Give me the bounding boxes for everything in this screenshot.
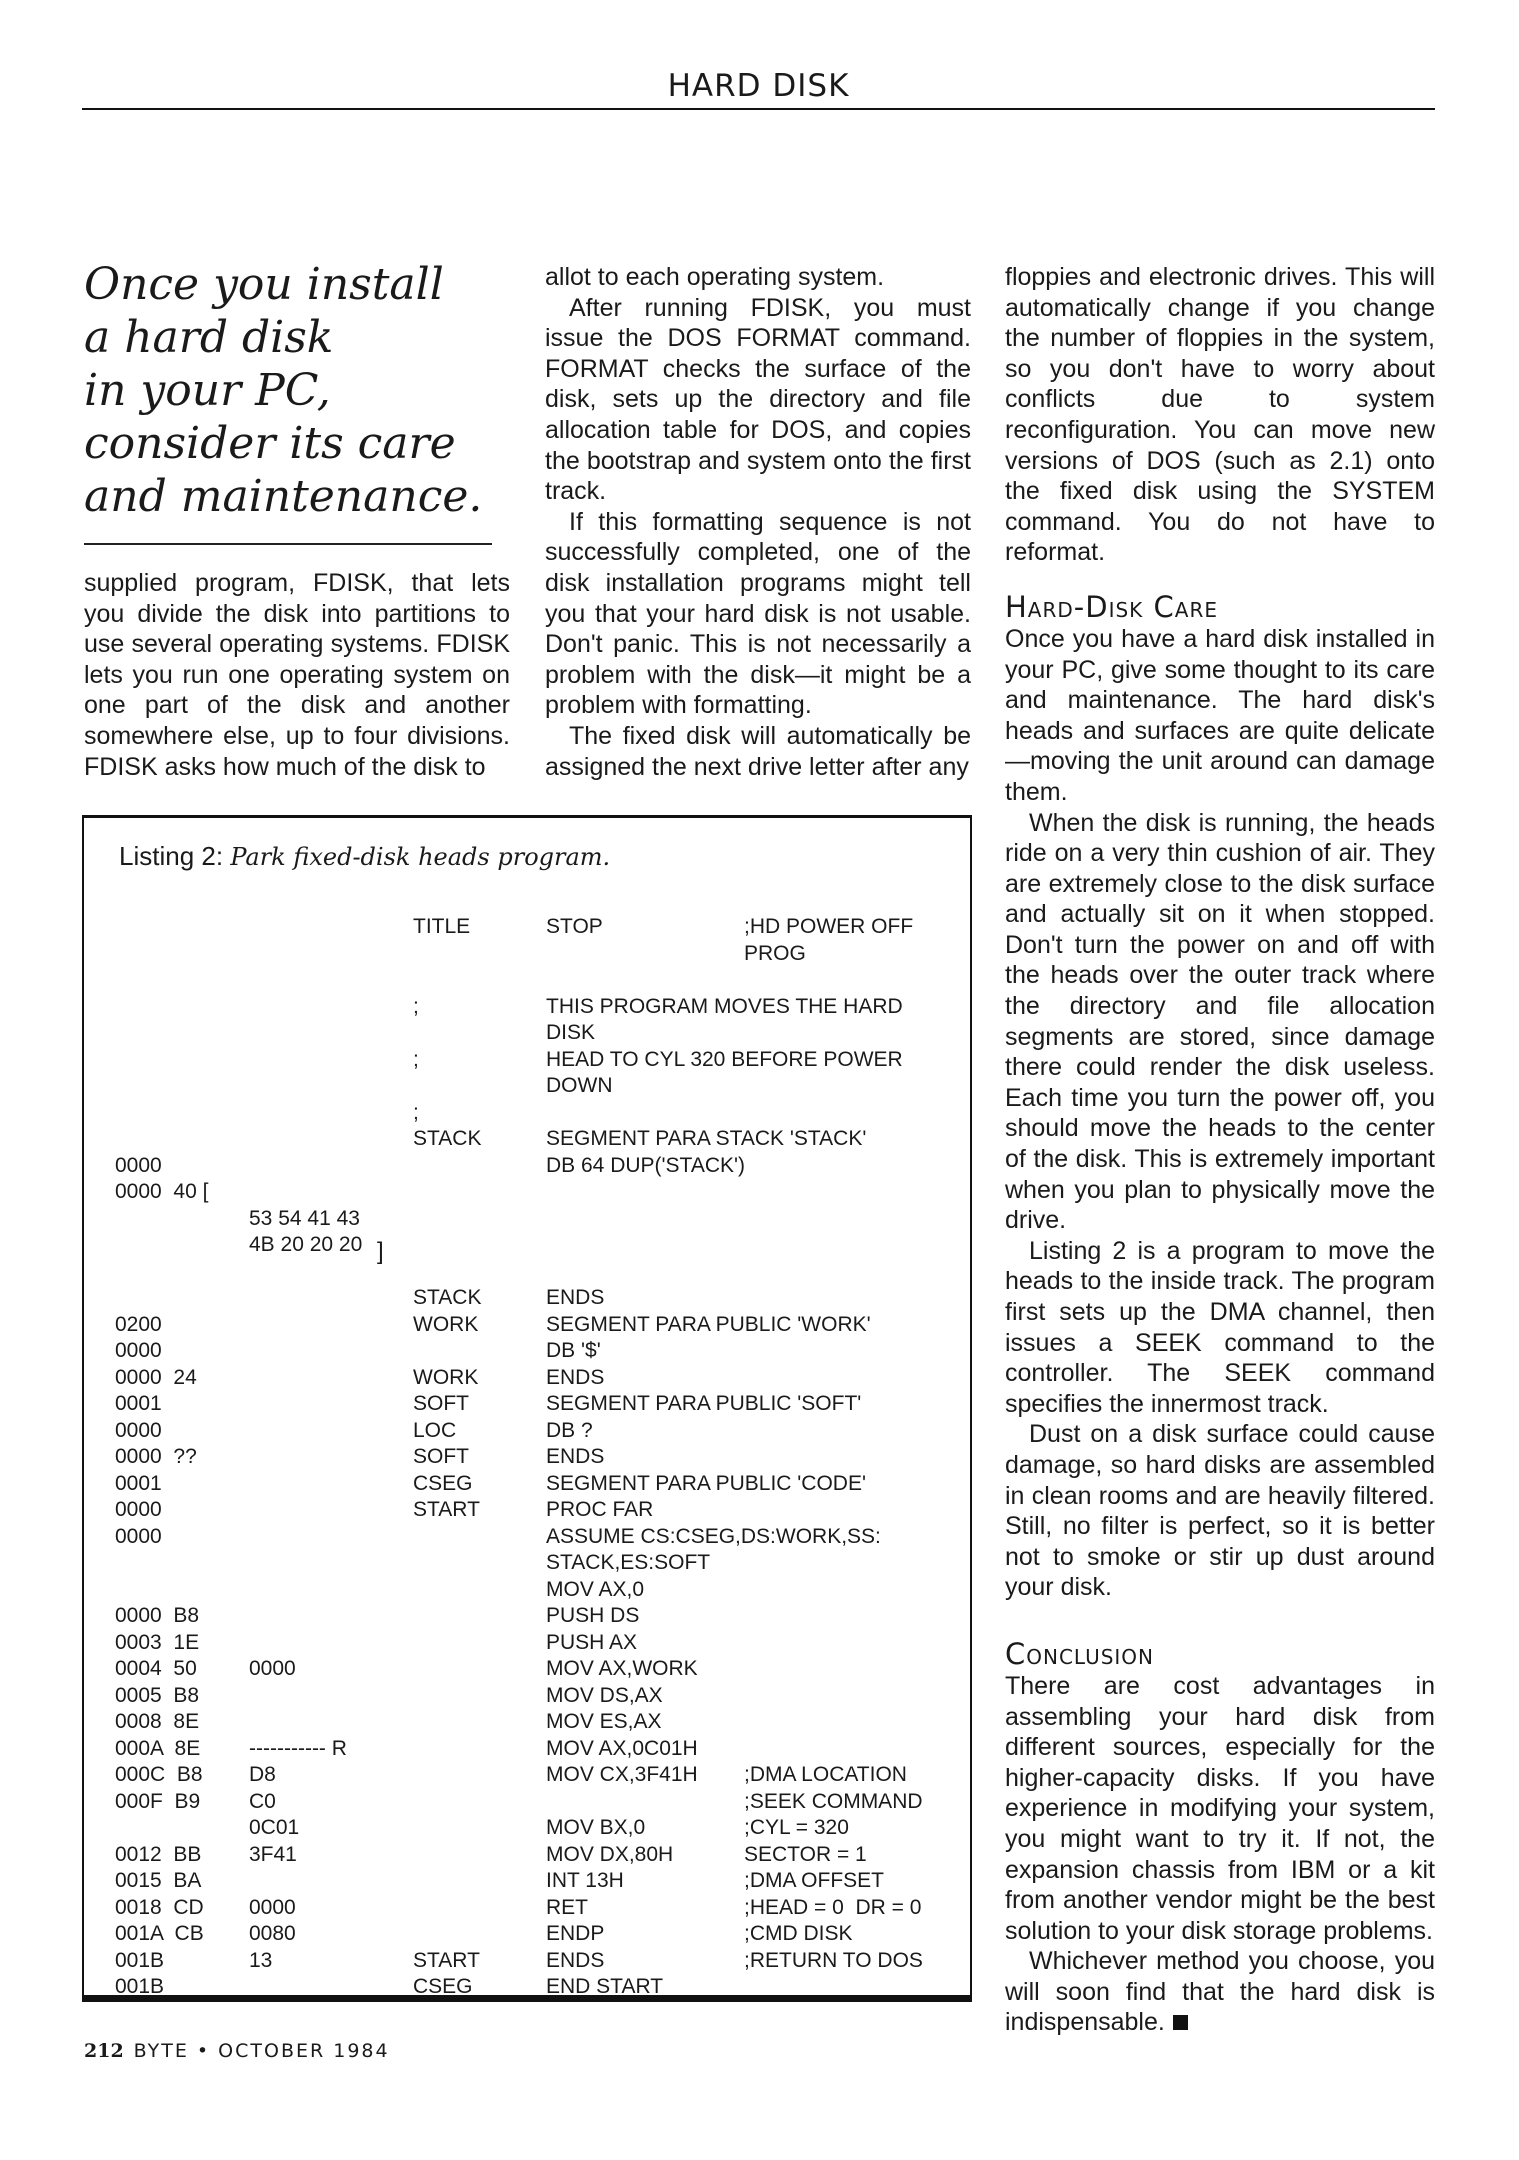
body-paragraph: [1005, 1946, 1435, 2038]
pull-quote-rule: [84, 543, 492, 545]
section-heading-conclusion: Conclusion: [1005, 1636, 1154, 1671]
column-3: [1005, 262, 1435, 2038]
listing-instructions-column: STOP THIS PROGRAM MOVES THE HARD DISK HEAD TO CYL 320 BEFORE POWER DOWN SEGMENT PARA STACK 'STACK' DB 64 DUP('STACK') ENDS SEGMENT PARA PUBLIC 'WORK' DB '$' ENDS SEGMENT PARA PUBLIC 'SOFT' DB ? ENDS SEGMENT PARA PUBLIC 'CODE' PROC FAR ASSUME CS:CSEG,DS:WORK,SS: STACK,ES:SOFT MOV AX,0 PUSH DS PUSH AX MOV AX,WORK MOV DS,AX MOV ES,AX MOV AX,0C01H MOV CX,3F41H MOV BX,0 MOV DX,80H INT 13H RET ENDP ENDS END START: [546, 915, 903, 1998]
section-heading-hard-disk-care: Hard-Disk Care: [1005, 589, 1218, 624]
running-header: HARD DISK: [667, 68, 850, 104]
body-paragraph: Dust on a disk surface could cause damage, so hard disks are assembled in clean rooms and are heavily filtered. Still, no filter is perfect, so it is better not to smoke or stir up dust around your disk.: [1005, 1420, 1435, 1602]
body-paragraph: If this formatting sequence is not successfully completed, one of the disk installation programs might tell you that your hard disk is not usable. Don't panic. This is not necessarily a problem with the disk—it might be a problem with formatting.: [545, 507, 971, 720]
body-paragraph: After running FDISK, you must issue the DOS FORMAT command. FORMAT checks the surface of the disk, sets up the directory and file allocation table for DOS, and copies the bootstrap and system onto the first track.: [545, 293, 971, 506]
body-paragraph: allot to each operating system.: [545, 263, 885, 291]
body-paragraph: Listing 2 is a program to move the heads to the inside track. The program first sets up the DMA channel, then issues a SEEK command to the controller. The SEEK command specifies the innermost track.: [1005, 1236, 1435, 1418]
listing-caption-title: Park fixed-disk heads program.: [230, 843, 611, 871]
listing-comments-column: ;HD POWER OFF PROG ;DMA LOCATION ;SEEK COMMAND ;CYL = 320 SECTOR = 1 ;DMA OFFSET ;HEAD = 0 DR = 0 ;CMD DISK ;RETURN TO DOS: [744, 915, 923, 1972]
body-paragraph: When the disk is running, the heads ride on a very thin cushion of air. They are extremely close to the disk surface and actually sit on it when stopped. Don't turn the power on and off with the heads over the outer track where the directory and file allocation segments are stored, since damage there could render the disk useless. Each time you turn the power off, you should move the heads to the center of the disk. This is extremely important when you plan to physically move the drive.: [1005, 808, 1435, 1235]
body-paragraph: The fixed disk will automatically be assigned the next drive letter after any: [545, 721, 971, 781]
publication-line: BYTE • OCTOBER 1984: [133, 2040, 390, 2062]
body-paragraph: Once you have a hard disk installed in your PC, give some thought to its care and maintenance. The hard disk's heads and surfaces are quite delicate—moving the unit around can damage them.: [1005, 624, 1435, 806]
pull-quote-line: and maintenance.: [84, 471, 483, 522]
column-2: [545, 262, 971, 782]
page-number: 212: [84, 2040, 124, 2062]
page-footer: [84, 2040, 390, 2062]
body-paragraph: There are cost advantages in assembling your hard disk from different sources, especially for the higher-capacity disks. If you have experience in modifying your system, you might want to try it. If not, the expansion chassis from IBM or a kit from another vendor might be the best solution to your disk storage problems.: [1005, 1671, 1435, 1945]
pull-quote-line: in your PC,: [84, 365, 331, 416]
closing-text: Whichever method you choose, you will soon find that the hard disk is indispensable.: [1005, 1947, 1435, 2037]
end-mark: [1173, 2015, 1188, 2030]
body-paragraph: floppies and electronic drives. This will automatically change if you change the number of floppies in the system, so you don't have to worry about conflicts due to system reconfiguration. You can move new versions of DOS (such as 2.1) onto the fixed disk using the SYSTEM command. You do not have to reformat.: [1005, 263, 1435, 567]
listing-addresses-column: 0000 0000 40 [ 0200 0000 0000 24 0001 0000 0000 ?? 0001 0000 0000 0000 B8 0003 1E 0004 50 0005 B8 0008 8E 000A 8E 000C B8 000F B9 0012 BB 0015 BA 0018 CD 001A CB 001B 001B: [115, 1153, 209, 1998]
pull-quote-line: consider its care: [84, 418, 456, 469]
pull-quote: [84, 258, 504, 523]
header-rule: [82, 108, 1435, 110]
listing-labels-column: TITLE ; ; ; STACK STACK WORK WORK SOFT LOC SOFT CSEG START START CSEG: [413, 915, 482, 1998]
listing-caption: [119, 841, 610, 872]
listing-caption-label: Listing 2:: [119, 841, 224, 871]
listing-close-bracket: ]: [377, 1238, 384, 1265]
body-paragraph: supplied program, FDISK, that lets you divide the disk into partitions to use several operating systems. FDISK lets you run one operating system on one part of the disk and another somewhere else, up to four divisions. FDISK asks how much of the disk to: [84, 569, 510, 781]
listing-operands-column: 53 54 41 43 4B 20 20 20 0000 ----------- R D8 C0 0C01 3F41 0000 0080 13: [249, 1206, 363, 1972]
code-listing-box: [82, 815, 972, 2002]
pull-quote-line: a hard disk: [84, 312, 334, 363]
pull-quote-line: Once you install: [84, 259, 444, 310]
column-1: [84, 568, 510, 782]
